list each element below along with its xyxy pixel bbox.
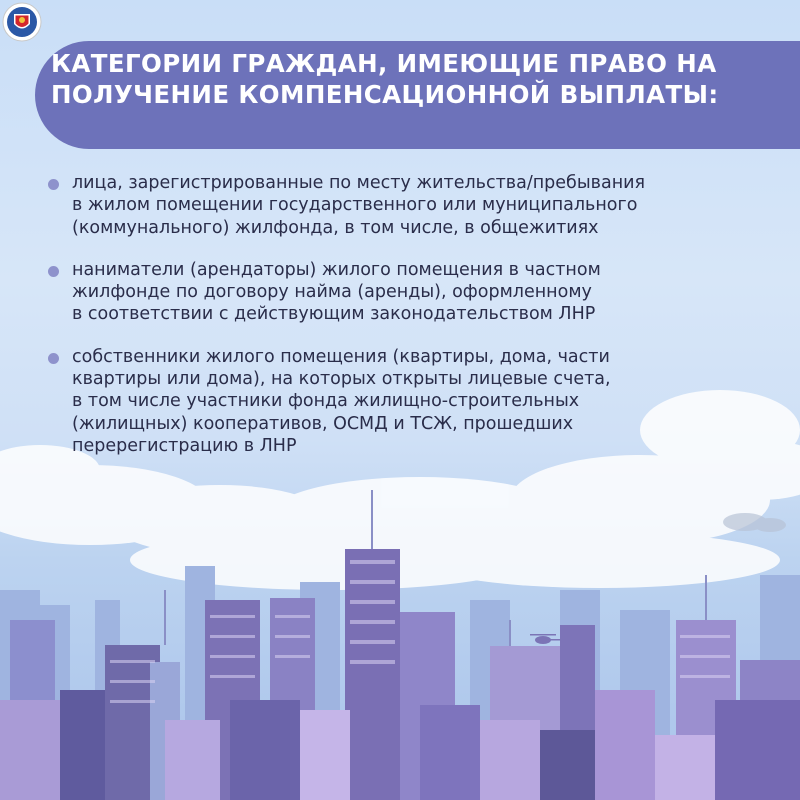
- list-item: [48, 259, 748, 326]
- helicopter-icon: [530, 634, 561, 644]
- bullet-icon: [48, 266, 59, 277]
- eligibility-list: [48, 172, 748, 477]
- page-title: КАТЕГОРИИ ГРАЖДАН, ИМЕЮЩИЕ ПРАВО НА ПОЛУЧЕНИЕ КОМПЕНСАЦИОННОЙ ВЫПЛАТЫ:: [51, 49, 719, 109]
- list-item-text: наниматели (арендаторы) жилого помещения в частном жилфонде по договору найма (аренды), оформленному в соответствии с действующим законодательством ЛНР: [72, 259, 601, 325]
- emblem-logo: [2, 2, 42, 42]
- list-item: [48, 172, 748, 239]
- list-item: [48, 346, 748, 457]
- list-item-text: лица, зарегистрированные по месту жительства/пребывания в жилом помещении государственного или муниципального (коммунального) жилфонда, в том числе, в общежитиях: [72, 173, 646, 238]
- bullet-icon: [48, 353, 59, 364]
- bullet-icon: [48, 179, 59, 190]
- list-item-text: собственники жилого помещения (квартиры, дома, части квартиры или дома), на которых открыты лицевые счета, в том числе участники фонда жилищно-строительных (жилищных) кооперативов, ОСМД и ТСЖ, прошедших перерегистрацию в ЛНР: [72, 346, 611, 456]
